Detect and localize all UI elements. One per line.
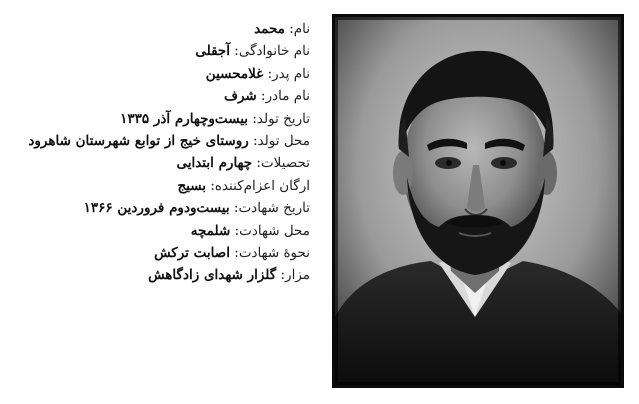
bio-label: نام پدر: [267,65,310,82]
bio-value: غلامحسین [205,65,264,82]
bio-row-mother-name [4,85,310,107]
bio-label: تاریخ شهادت: [233,200,310,217]
bio-row-martyrdom-manner [4,242,310,264]
bio-label: نام خانوادگی: [234,43,310,60]
bio-label: ارگان اعزام‌کننده: [210,177,310,194]
bio-row-name [4,18,310,40]
bio-row-education [4,152,310,174]
bio-row-father-name [4,63,310,85]
bio-label: تحصیلات: [256,155,310,172]
bio-value: شلمچه [190,222,231,239]
bio-row-birth-date [4,108,310,130]
bio-label: مزار: [280,267,310,284]
bio-label: نام: [289,21,310,37]
bio-row-martyrdom-place [4,220,310,242]
bio-value: بسیج [177,177,207,194]
bio-value: بیست‌وچهارم آذر ۱۳۳۵ [120,110,249,127]
bio-row-birth-place [4,130,310,152]
bio-row-burial-place [4,264,310,286]
bio-row-family-name [4,40,310,62]
bio-row-dispatching-organization [4,175,310,197]
bio-value: آجقلی [195,43,230,60]
bio-label: نحوهٔ شهادت: [234,245,310,262]
biography-list [4,18,310,287]
bio-value: گلزار شهدای زادگاهش [148,267,277,284]
bio-value: شرف [223,88,257,105]
bio-value: بیست‌ودوم فروردین ۱۳۶۶ [83,200,230,217]
bio-label: تاریخ تولد: [252,110,310,127]
bio-label: نام مادر: [261,88,310,105]
bio-label: محل تولد: [253,133,310,150]
bio-row-martyrdom-date [4,197,310,219]
portrait-illustration [335,17,621,385]
portrait-photo [332,14,624,388]
bio-value: محمد [254,21,285,37]
bio-label: محل شهادت: [234,222,310,239]
bio-value: روستای خیج از توابع شهرستان شاهرود [28,133,249,150]
bio-value: چهارم ابتدایی [176,155,253,172]
bio-value: اصابت ترکش [154,245,230,262]
